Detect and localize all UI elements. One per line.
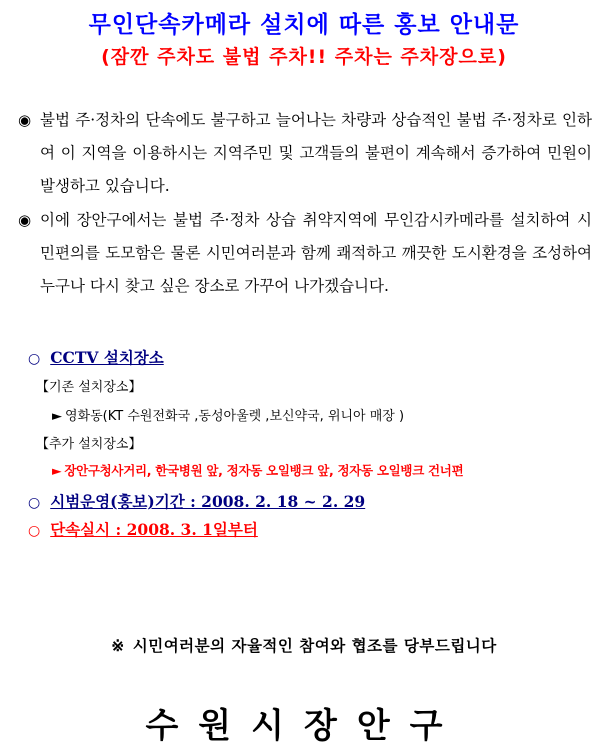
bullet-icon: ◉ — [18, 211, 32, 229]
paragraph-text: 불법 주·정차의 단속에도 불구하고 늘어나는 차량과 상습적인 불법 주·정차로 인하여 이 지역을 이용하시는 지역주민 및 고객들의 불편이 계속해서 증가하여 민원이 발생하고 있습니다. — [40, 111, 592, 195]
existing-locations-label: 【기존 설치장소】 — [36, 380, 142, 395]
notice-paragraph-1 — [18, 104, 592, 203]
circle-icon: ○ — [28, 523, 41, 539]
pilot-period-text: 시범운영(홍보)기간 : 2008. 2. 18 ~ 2. 29 — [50, 492, 366, 511]
enforcement-start — [28, 518, 258, 540]
reference-mark-icon: ※ — [111, 636, 125, 655]
circle-icon: ○ — [28, 351, 41, 367]
added-locations-text: 장안구청사거리, 한국병원 앞, 정자동 오일뱅크 앞, 정자동 오일뱅크 건너편 — [64, 463, 464, 478]
cctv-heading-label: CCTV 설치장소 — [50, 348, 164, 367]
page-subtitle: (잠깐 주차도 불법 주차!! 주차는 주차장으로) — [101, 46, 507, 68]
notice-paragraph-2 — [18, 204, 592, 303]
arrow-icon: ► — [52, 463, 62, 478]
added-locations — [52, 461, 463, 479]
page-title: 무인단속카메라 설치에 따른 홍보 안내문 — [88, 12, 520, 38]
circle-icon: ○ — [28, 495, 41, 511]
paragraph-text: 이에 장안구에서는 불법 주·정차 상습 취약지역에 무인감시카메라를 설치하여 시민편의를 도모함은 물론 시민여러분과 함께 쾌적하고 깨끗한 도시환경을 조성하여 누구나 다시 찾고 싶은 장소로 가꾸어 나가겠습니다. — [40, 211, 592, 295]
bullet-icon: ◉ — [18, 111, 32, 129]
existing-locations — [52, 405, 404, 424]
cooperation-request-text: 시민여러분의 자율적인 참여와 협조를 당부드립니다 — [132, 636, 497, 655]
issuer-signature: 수원시장안구 — [145, 706, 463, 746]
arrow-icon: ► — [52, 409, 62, 424]
cctv-heading — [28, 346, 164, 368]
added-locations-label: 【추가 설치장소】 — [36, 437, 142, 452]
pilot-period — [28, 490, 365, 512]
cooperation-request — [0, 634, 608, 656]
enforcement-start-text: 단속실시 : 2008. 3. 1일부터 — [50, 520, 258, 539]
existing-locations-text: 영화동(KT 수원전화국 ,동성아울렛 ,보신약국, 위니아 매장 ) — [65, 409, 405, 424]
